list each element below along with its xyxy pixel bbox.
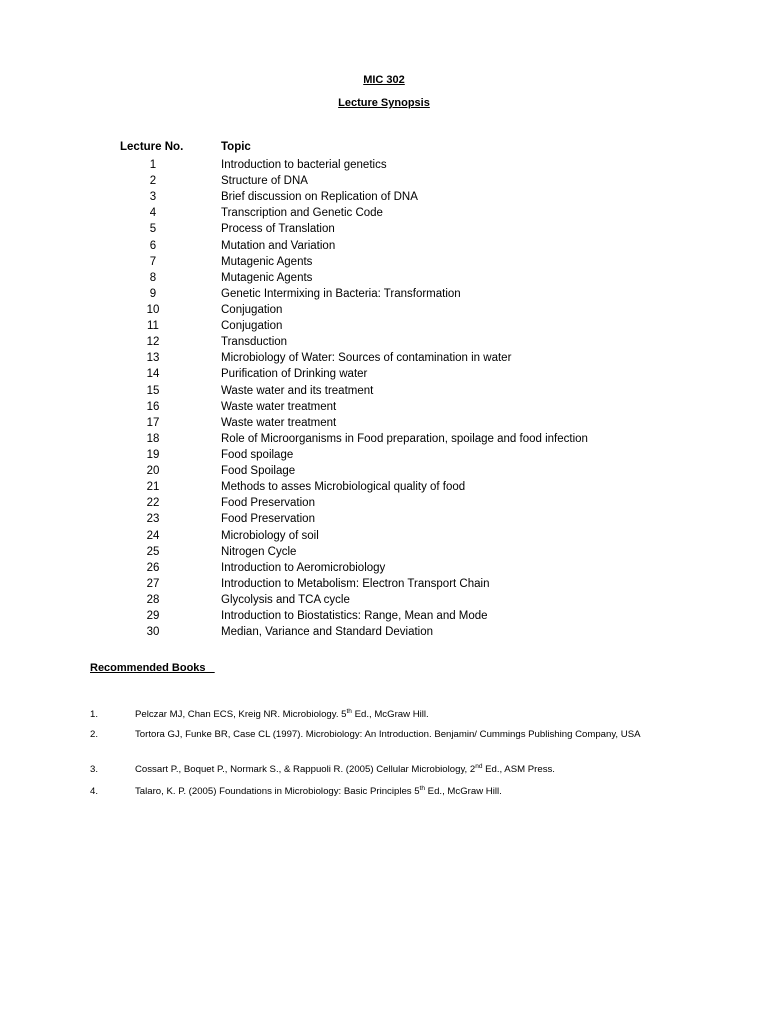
lecture-row	[0, 495, 768, 511]
lecture-list	[0, 157, 768, 640]
lecture-topic: Introduction to bacterial genetics	[221, 159, 387, 171]
book-edition-superscript: th	[419, 784, 426, 792]
lecture-row	[0, 383, 768, 399]
lecture-row	[0, 318, 768, 334]
lecture-row	[0, 157, 768, 173]
lecture-number: 3	[149, 191, 157, 204]
lecture-row	[0, 334, 768, 350]
lecture-number: 8	[149, 271, 157, 284]
lecture-topic: Structure of DNA	[221, 175, 308, 188]
lecture-number: 23	[146, 513, 160, 526]
lecture-number: 30	[146, 626, 160, 639]
lecture-row	[0, 560, 768, 576]
lecture-row	[0, 463, 768, 479]
lecture-number: 22	[146, 497, 160, 510]
lecture-row	[0, 576, 768, 592]
lecture-number: 26	[146, 561, 160, 574]
book-citation	[135, 785, 665, 798]
lecture-row	[0, 415, 768, 431]
lecture-topic: Introduction to Metabolism: Electron Transport Chain	[221, 577, 490, 590]
topic-column-header: Topic	[221, 141, 251, 153]
lecture-number: 1	[149, 159, 157, 171]
lecture-topic: Transduction	[221, 336, 288, 349]
lecture-topic: Methods to asses Microbiological quality of food	[221, 481, 466, 494]
lecture-topic: Waste water and its treatment	[221, 384, 374, 397]
lecture-number: 5	[149, 223, 157, 236]
book-edition-superscript: nd	[475, 762, 483, 770]
lecture-number: 20	[146, 465, 160, 478]
lecture-number: 24	[146, 529, 160, 542]
lecture-topic: Glycolysis and TCA cycle	[221, 593, 350, 606]
lecture-topic: Microbiology of soil	[221, 529, 319, 542]
lecture-row	[0, 544, 768, 560]
lecture-topic: Nitrogen Cycle	[221, 545, 297, 558]
lecture-topic: Median, Variance and Standard Deviation	[221, 626, 434, 639]
lecture-row	[0, 592, 768, 608]
book-number: 2.	[90, 729, 99, 740]
book-citation-text: Tortora GJ, Funke BR, Case CL (1997). Microbiology: An Introduction. Benjamin/ Cummings Publishing Company, USA	[135, 729, 641, 740]
book-edition-superscript: th	[346, 707, 352, 715]
lecture-topic: Waste water treatment	[221, 416, 337, 429]
lecture-number: 21	[146, 481, 160, 494]
lecture-row	[0, 366, 768, 382]
lecture-number: 17	[146, 416, 160, 429]
book-number: 4.	[90, 786, 99, 797]
lecture-number: 19	[146, 448, 160, 461]
lecture-row	[0, 302, 768, 318]
book-citation	[135, 763, 665, 776]
lecture-number: 10	[146, 303, 160, 316]
lecture-number: 13	[146, 352, 160, 365]
lecture-synopsis-heading: Lecture Synopsis	[338, 97, 430, 109]
lecture-number: 14	[146, 368, 160, 381]
book-number: 1.	[90, 709, 99, 720]
lecture-row	[0, 624, 768, 640]
lecture-topic: Conjugation	[221, 303, 283, 316]
lecture-row	[0, 608, 768, 624]
book-citation-text: Cossart P., Boquet P., Normark S., & Rappuoli R. (2005) Cellular Microbiology, 2	[135, 764, 476, 775]
lecture-row	[0, 431, 768, 447]
lecture-number: 9	[149, 287, 157, 300]
lecture-row	[0, 173, 768, 189]
lecture-topic: Waste water treatment	[221, 400, 337, 413]
lecture-number: 16	[146, 400, 160, 413]
lecture-topic: Genetic Intermixing in Bacteria: Transformation	[221, 287, 461, 300]
lecture-number: 25	[146, 545, 160, 558]
lecture-number: 28	[146, 593, 160, 606]
lecture-topic: Food Preservation	[221, 513, 315, 526]
lecture-topic: Purification of Drinking water	[221, 368, 368, 381]
lecture-number: 12	[146, 336, 160, 349]
lecture-row	[0, 286, 768, 302]
lecture-topic: Role of Microorganisms in Food preparation, spoilage and food infection	[221, 432, 588, 445]
lecture-topic: Microbiology of Water: Sources of contamination in water	[221, 352, 512, 365]
lecture-number: 27	[146, 577, 160, 590]
book-citation-text: Talaro, K. P. (2005) Foundations in Microbiology: Basic Principles 5	[135, 786, 420, 797]
book-citation-publisher: Ed., ASM Press.	[482, 764, 555, 775]
lecture-number: 7	[149, 255, 157, 268]
lecture-topic: Food Preservation	[221, 497, 315, 510]
lecture-topic: Transcription and Genetic Code	[221, 207, 383, 220]
book-citation-publisher: Ed., McGraw Hill.	[351, 709, 429, 720]
lecture-number: 18	[146, 432, 160, 445]
lecture-topic: Conjugation	[221, 320, 283, 333]
lecture-number: 4	[149, 207, 157, 220]
lecture-topic: Process of Translation	[221, 223, 335, 236]
lecture-row	[0, 270, 768, 286]
lecture-row	[0, 221, 768, 237]
lecture-topic: Introduction to Biostatistics: Range, Mean and Mode	[221, 610, 488, 623]
lecture-row	[0, 399, 768, 415]
lecture-row	[0, 254, 768, 270]
lecture-topic: Mutagenic Agents	[221, 271, 313, 284]
lecture-row	[0, 511, 768, 527]
lecture-number: 29	[146, 610, 160, 623]
book-citation-text: Pelczar MJ, Chan ECS, Kreig NR. Microbiology. 5	[135, 709, 347, 720]
lecture-row	[0, 238, 768, 254]
lecture-number: 15	[146, 384, 160, 397]
lecture-number: 6	[149, 239, 157, 252]
lecture-number: 11	[147, 320, 159, 333]
lecture-row	[0, 447, 768, 463]
lecture-row	[0, 528, 768, 544]
lecture-topic: Introduction to Aeromicrobiology	[221, 561, 386, 574]
book-citation	[135, 728, 665, 741]
course-code-title: MIC 302	[363, 74, 405, 86]
lecture-topic: Food spoilage	[221, 448, 294, 461]
lecture-number: 2	[149, 175, 157, 188]
lecture-topic: Mutation and Variation	[221, 239, 336, 252]
lecture-topic: Food Spoilage	[221, 465, 296, 478]
lecture-topic: Mutagenic Agents	[221, 255, 313, 268]
book-number: 3.	[90, 764, 99, 775]
lecture-row	[0, 205, 768, 221]
lecture-row	[0, 350, 768, 366]
recommended-books-heading: Recommended Books	[90, 662, 215, 674]
lecture-row	[0, 479, 768, 495]
lecture-no-column-header: Lecture No.	[120, 141, 184, 153]
book-citation-publisher: Ed., McGraw Hill.	[425, 786, 502, 797]
book-citation	[135, 708, 665, 721]
lecture-row	[0, 189, 768, 205]
lecture-topic: Brief discussion on Replication of DNA	[221, 191, 418, 204]
